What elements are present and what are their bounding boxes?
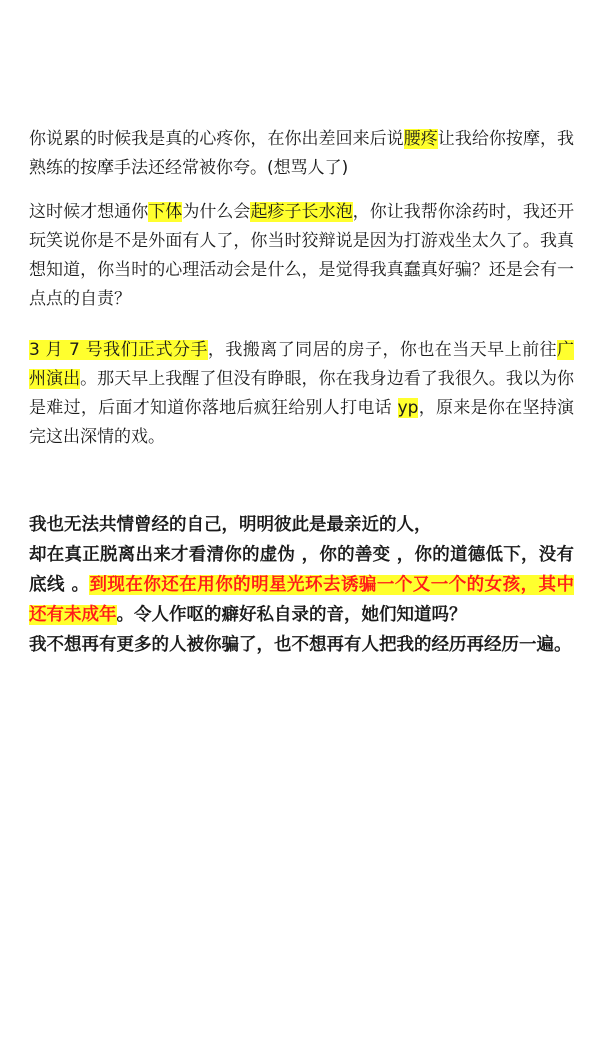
highlighted-text: 起疹子长水泡 <box>250 202 353 222</box>
paragraph-1 <box>29 125 574 183</box>
text-run: 却在真正脱离出来才看清你的虚伪 ，你的善变 ，你的道德低下，没有底线 。 <box>29 545 574 595</box>
paragraph-3 <box>29 336 574 452</box>
paragraph-4 <box>29 510 574 660</box>
highlighted-text: 下体 <box>148 202 183 222</box>
text-run: 我也无法共情曾经的自己，明明彼此是最亲近的人， <box>29 515 432 535</box>
text-run: 。令人作呕的癖好私自录的音，她们知道吗？ <box>116 605 467 625</box>
highlighted-red-text: 到现在你还在用你的明星光环去诱骗一个又一个的女孩，其中还有未成年 <box>29 575 575 625</box>
text-run: ，我搬离了同居的房子，你也在当天早上前往 <box>207 340 558 360</box>
highlighted-text: 腰疼 <box>403 129 438 149</box>
text-run: 你说累的时候我是真的心疼你，在你出差回来后说 <box>29 129 404 149</box>
text-run: 。那天早上我醒了但没有睁眼，你在我身边看了我很久。我以为你是难过，后面才知道你落地后疯狂给别人打电话 <box>29 369 575 418</box>
text-run: 让我给你按摩，我熟练的按摩手法还经常被你夸。(想骂人了) <box>29 129 575 178</box>
text-run: 这时候才想通你 <box>29 202 149 222</box>
text-run: ，你让我帮你涂药时，我还开玩笑说你是不是外面有人了，你当时狡辩说是因为打游戏坐太久了。我真想知道，你当时的心理活动会是什么，是觉得我真蠢真好骗？还是会有一点点的自责？ <box>29 202 575 309</box>
highlighted-text: 广州演出 <box>29 340 575 389</box>
highlighted-text: 3 月 7 号我们正式分手 <box>29 340 208 360</box>
highlighted-text: yp <box>397 398 419 418</box>
text-run: 我不想再有更多的人被你骗了，也不想再有人把我的经历再经历一遍。 <box>29 635 572 655</box>
text-run: 为什么会 <box>182 202 251 222</box>
paragraph-2 <box>29 198 574 314</box>
text-run: ，原来是你在坚持演完这出深情的戏。 <box>29 398 575 447</box>
